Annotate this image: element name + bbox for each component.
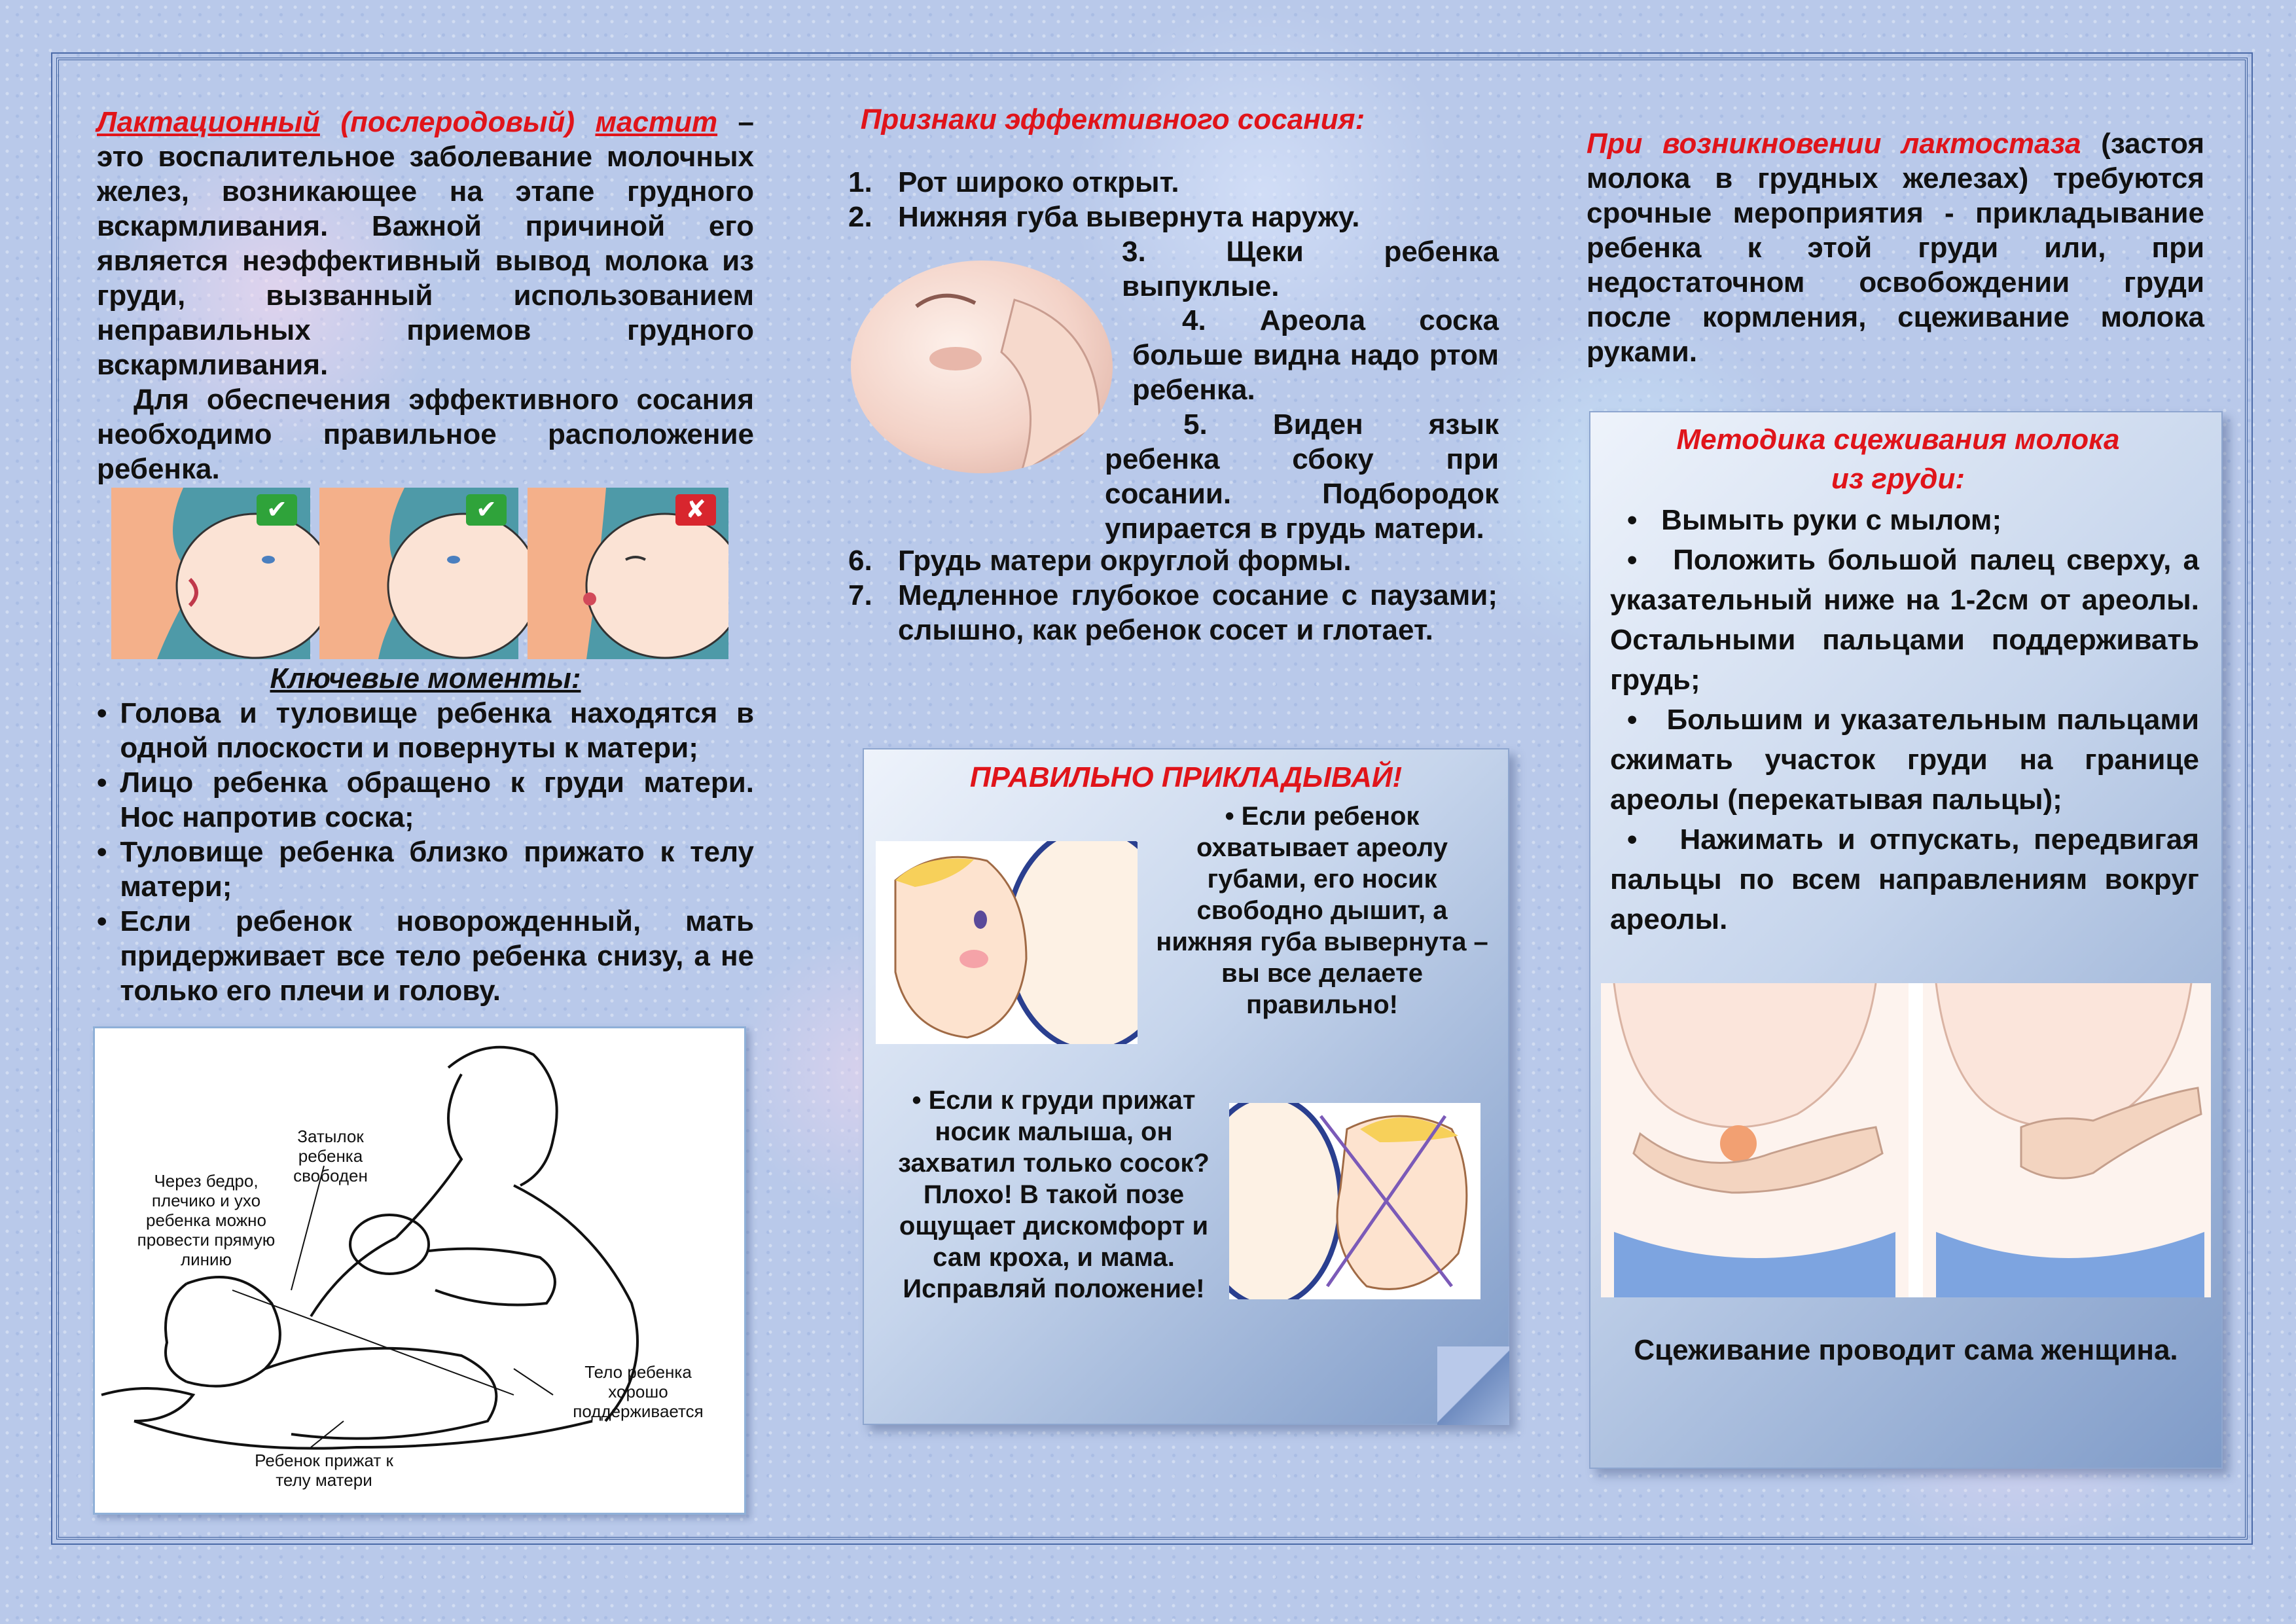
- good-latch-illustration: [876, 841, 1138, 1044]
- key-points-title: Ключевые моменты:: [270, 662, 581, 695]
- page-curl-corner: [1437, 1346, 1509, 1425]
- expression-steps: [1610, 500, 2199, 939]
- key-point: • Лицо ребенка обращено к груди матери. Нос напротив соска;: [97, 767, 754, 833]
- effective-sucking-title: Признаки эффективного сосания:: [860, 103, 1365, 135]
- breast-expression-illustration: [1601, 983, 2211, 1297]
- label-body-supported: Тело ребенка хорошо поддерживается: [573, 1362, 704, 1421]
- latch-comparison-image: [111, 488, 728, 659]
- expression-method-panel: [1589, 411, 2223, 1469]
- sign-item-4: 4. Ареола соска больше видна надо ртом ребенка.: [1132, 304, 1499, 406]
- cross-icon: ✘: [675, 494, 716, 526]
- term-postpartum: (послеродовый): [340, 106, 575, 138]
- bad-latch-text: • Если к груди прижат носик малыша, он захватил только сосок? Плохо! В такой позе ощущает дискомфорт и сам кроха, и мама. Исправляй положение!: [898, 1086, 1210, 1303]
- label-pressed-to-mother: Ребенок прижат к телу матери: [255, 1451, 393, 1490]
- positioning-diagram: [93, 1026, 746, 1515]
- key-points-block: [97, 661, 754, 1008]
- positioning-paragraph: Для обеспечения эффективного сосания необходимо правильное расположение ребенка.: [97, 384, 754, 485]
- key-point: • Голова и туловище ребенка находятся в одной плоскости и повернуты к матери;: [97, 697, 754, 764]
- term-lactation: Лактационный: [97, 106, 320, 138]
- sign-item: 6. Грудь матери округлой формы.: [848, 545, 1352, 577]
- lactostasis-term: При возникновении лактостаза: [1587, 128, 2081, 160]
- correct-latch-panel: [863, 748, 1509, 1425]
- good-latch-text: • Если ребенок охватывает ареолу губами, его носик свободно дышит, а нижняя губа вывернута – вы все делаете правильно!: [1156, 802, 1488, 1019]
- check-icon: ✔: [466, 494, 507, 526]
- correct-latch-title: ПРАВИЛЬНО ПРИКЛАДЫВАЙ!: [969, 761, 1403, 793]
- mother-baby-drawing: [95, 1028, 744, 1513]
- sign-item: 1. Рот широко открыт.: [848, 166, 1179, 198]
- sign-item: 7. Медленное глубокое сосание с паузами; слышно, как ребенок сосет и глотает.: [848, 579, 1498, 646]
- sign-item-5: 5. Виден язык ребенка сбоку при сосании. Подбородок упирается в грудь матери.: [1105, 408, 1499, 545]
- intro-paragraph: [97, 105, 754, 382]
- key-point: • Если ребенок новорожденный, мать придерживает все тело ребенка снизу, а не только его плечи и голову.: [97, 905, 754, 1007]
- sucking-signs-list: [848, 165, 1498, 234]
- key-point: • Туловище ребенка близко прижато к телу матери;: [97, 836, 754, 903]
- label-straight-line: Через бедро, плечико и ухо ребенка можно провести прямую линию: [137, 1171, 276, 1269]
- left-column: [97, 105, 754, 486]
- bad-latch-illustration: [1229, 1103, 1480, 1299]
- intro-text: – это воспалительное заболевание молочных желез, возникающее на этапе грудного вскармливания. Важной причиной его является неэффективный вывод молока из груди, вызванный использованием неправильных приемов грудного вскармливания.: [97, 106, 754, 381]
- check-icon: ✔: [257, 494, 297, 526]
- expression-caption: Сцеживание проводит сама женщина.: [1634, 1334, 2178, 1366]
- expression-step: • Вымыть руки с мылом;: [1627, 504, 2002, 536]
- sucking-signs-list-tail: [848, 543, 1498, 647]
- good-latch-image: [876, 841, 1138, 1044]
- bad-latch-image: [1229, 1103, 1480, 1299]
- label-nape-free: Затылок ребенка свободен: [293, 1127, 368, 1185]
- expression-method-title: Методика сцеживания молока из груди:: [1676, 424, 2120, 495]
- term-mastitis: мастит: [595, 106, 718, 138]
- expression-step: • Нажимать и отпускать, передвигая пальцы по всем направлениям вокруг ареолы.: [1610, 823, 2199, 935]
- lactostasis-paragraph: При возникновении лактостаза (застоя молока в грудных железах) требуются срочные мероприятия - прикладывание ребенка к этой груди или, при недостаточном освобождении груди после кормления, сцеживание молока руками.: [1587, 128, 2204, 368]
- latch-illustration: [111, 488, 728, 659]
- sign-item-3: 3. Щеки ребенка выпуклые.: [1122, 236, 1499, 302]
- expression-photos: [1601, 983, 2211, 1297]
- expression-step: • Положить большой палец сверху, а указательный ниже на 1-2см от ареолы. Остальными пальцами поддерживать грудь;: [1610, 544, 2199, 696]
- expression-step: • Большим и указательным пальцами сжимать участок груди на границе ареолы (перекатывая пальцы);: [1610, 704, 2199, 816]
- sign-item: 2. Нижняя губа вывернута наружу.: [848, 201, 1360, 233]
